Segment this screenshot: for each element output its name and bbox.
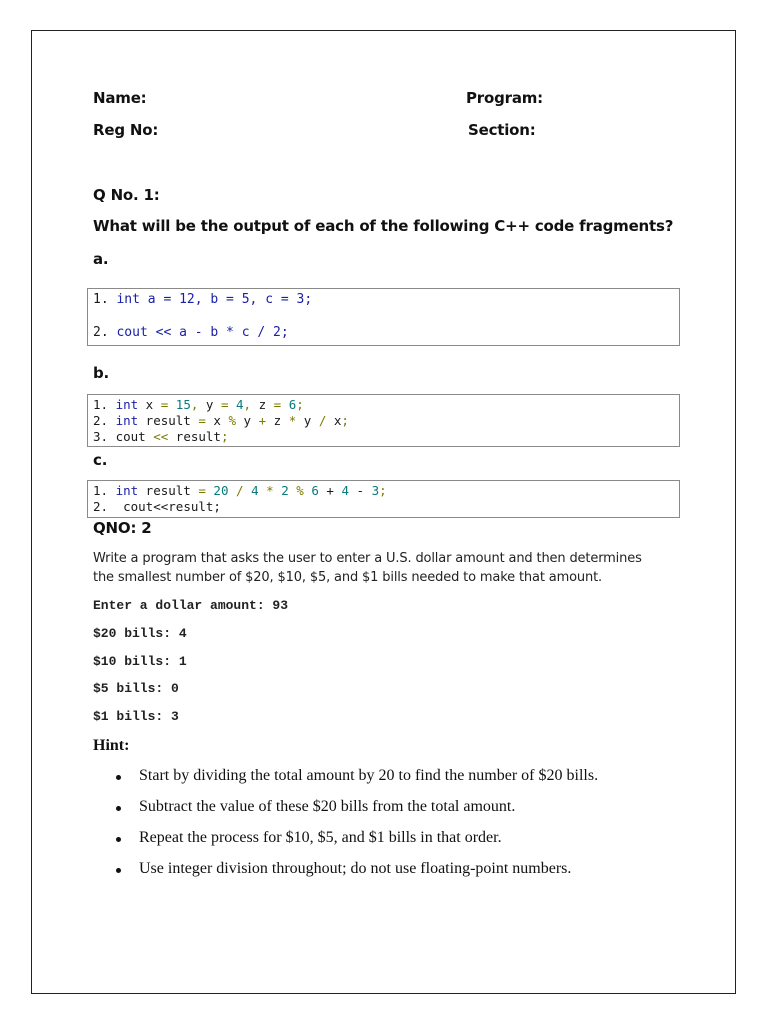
hint-item: Use integer division throughout; do not use floating-point numbers. <box>139 860 572 877</box>
hint-item: Start by dividing the total amount by 20 to find the number of $20 bills. <box>139 767 599 784</box>
bullet-icon <box>116 806 121 811</box>
code-b-line-2: 2. int result = x % y + z * y / x; <box>93 413 349 428</box>
bullet-icon <box>116 775 121 780</box>
program-label: Program: <box>466 89 543 107</box>
sample-output-line: $5 bills: 0 <box>93 681 179 696</box>
q1-title: Q No. 1: <box>93 186 160 204</box>
code-block-c <box>87 480 680 518</box>
sample-output-line: Enter a dollar amount: 93 <box>93 598 289 613</box>
sample-output-line: $1 bills: 3 <box>93 709 179 724</box>
code-b-line-3: 3. cout << result; <box>93 429 229 444</box>
part-a-label: a. <box>93 250 109 268</box>
bullet-icon <box>116 837 121 842</box>
q1-question: What will be the output of each of the following C++ code fragments? <box>93 217 674 235</box>
code-c-line-2: 2. cout<<result; <box>93 499 221 514</box>
code-a-line-2: 2. cout << a - b * c / 2; <box>93 325 289 340</box>
code-b-line-1: 1. int x = 15, y = 4, z = 6; <box>93 397 304 412</box>
code-block-b <box>87 394 680 447</box>
hint-title: Hint: <box>93 737 130 754</box>
part-b-label: b. <box>93 364 110 382</box>
code-c-line-1: 1. int result = 20 / 4 * 2 % 6 + 4 - 3; <box>93 483 387 498</box>
part-c-label: c. <box>93 451 108 469</box>
q2-title: QNO: 2 <box>93 519 152 537</box>
hint-item: Subtract the value of these $20 bills from the total amount. <box>139 798 516 815</box>
sample-output-line: $20 bills: 4 <box>93 626 187 641</box>
bullet-icon <box>116 868 121 873</box>
sample-output-line: $10 bills: 1 <box>93 654 187 669</box>
section-label: Section: <box>468 121 536 139</box>
q2-description-line-1: Write a program that asks the user to enter a U.S. dollar amount and then determines <box>93 551 642 566</box>
code-block-a <box>87 288 680 346</box>
name-label: Name: <box>93 89 147 107</box>
code-a-line-1: 1. int a = 12, b = 5, c = 3; <box>93 292 313 307</box>
reg-no-label: Reg No: <box>93 121 159 139</box>
q2-description-line-2: the smallest number of $20, $10, $5, and $1 bills needed to make that amount. <box>93 570 602 585</box>
hint-item: Repeat the process for $10, $5, and $1 bills in that order. <box>139 829 502 846</box>
